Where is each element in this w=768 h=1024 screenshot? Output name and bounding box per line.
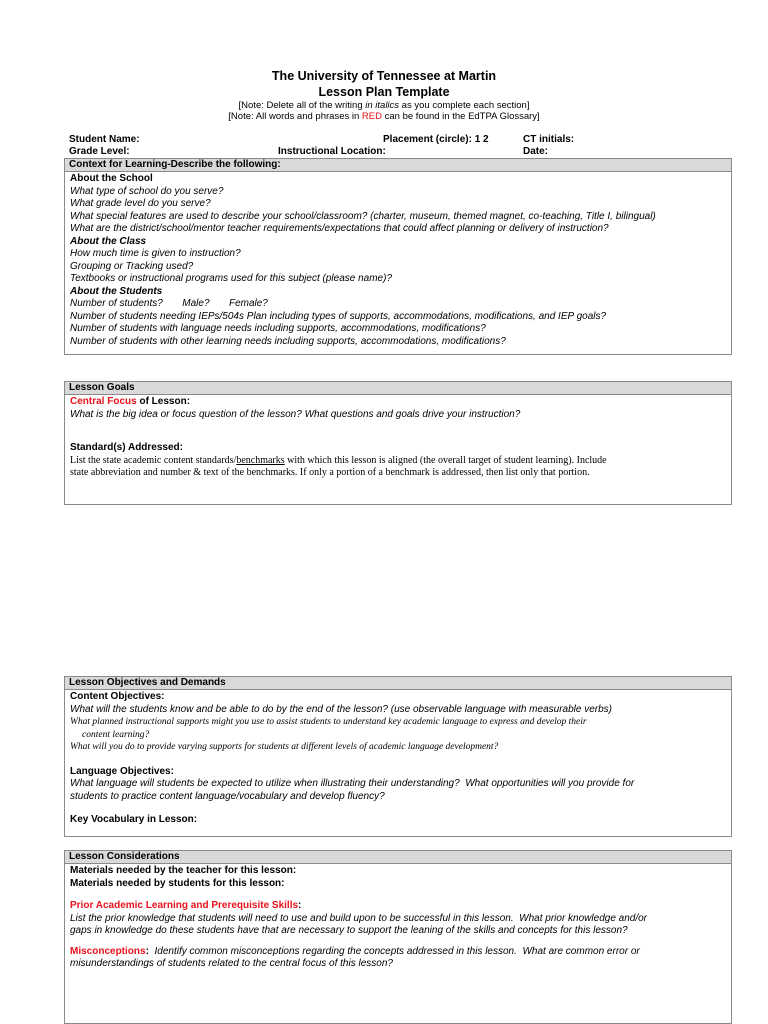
lesson-goals-header: Lesson Goals xyxy=(65,382,731,395)
students-question: Number of students? Male? Female? xyxy=(70,298,268,309)
language-objectives-heading: Language Objectives: xyxy=(70,765,174,777)
students-question: Number of students with language needs including supports, accommodations, modifications? xyxy=(70,323,486,334)
standards-heading: Standard(s) Addressed: xyxy=(70,442,183,453)
central-focus-label: Central Focus of Lesson: xyxy=(70,396,191,407)
student-name-label: Student Name: xyxy=(69,134,140,145)
central-focus-question: What is the big idea or focus question of the lesson? What questions and goals drive your instruction? xyxy=(70,408,521,420)
content-objectives-question: What will the students know and be able to do by the end of the lesson? (use observable language with measurable verbs) xyxy=(70,703,612,715)
language-objectives-question: students to practice content language/vocabulary and develop fluency? xyxy=(70,790,385,802)
standards-instructions: state abbreviation and number & text of the benchmarks. If only a portion of a benchmark is addressed, then list only that portion. xyxy=(70,467,590,478)
context-header: Context for Learning-Describe the following: xyxy=(65,159,731,172)
students-question: Number of students needing IEPs/504s Plan including types of supports, accommodations, modifications, and IEP goals? xyxy=(70,310,607,322)
materials-students-label: Materials needed by students for this lesson: xyxy=(70,877,285,889)
grade-level-label: Grade Level: xyxy=(69,146,130,157)
prior-learning-text: gaps in knowledge do these students have that are necessary to support the leaning of the skills and concepts for this lesson? xyxy=(70,925,628,936)
class-question: How much time is given to instruction? xyxy=(70,248,241,259)
context-section xyxy=(64,158,732,355)
considerations-section xyxy=(64,850,732,1024)
about-school-heading: About the School xyxy=(70,173,153,184)
note-italics: [Note: Delete all of the writing in italics as you complete each section] xyxy=(238,100,530,111)
university-name: The University of Tennessee at Martin xyxy=(271,69,497,83)
misconceptions-text: misunderstandings of students related to the central focus of this lesson? xyxy=(70,958,393,969)
school-question: What grade level do you serve? xyxy=(70,198,211,209)
content-objectives-heading: Content Objectives: xyxy=(70,691,165,702)
class-question: Grouping or Tracking used? xyxy=(70,260,194,272)
students-question: Number of students with other learning needs including supports, accommodations, modifications? xyxy=(70,335,506,347)
school-question: What type of school do you serve? xyxy=(70,185,224,197)
prior-learning-text: List the prior knowledge that students will need to use and build upon to be successful in this lesson. What prior knowledge and/or xyxy=(70,912,648,924)
key-vocabulary-heading: Key Vocabulary in Lesson: xyxy=(70,814,198,825)
prior-learning-heading: Prior Academic Learning and Prerequisite Skills: xyxy=(70,900,302,911)
school-question: What special features are used to describe your school/classroom? (charter, museum, themed magnet, co-teaching, Title I, bilingual) xyxy=(70,210,656,222)
document-title: Lesson Plan Template xyxy=(318,85,450,99)
objectives-section xyxy=(64,676,732,837)
language-objectives-question: What language will students be expected to utilize when illustrating their understanding? What opportunities will you provide for xyxy=(70,778,635,789)
note-red-glossary: [Note: All words and phrases in RED can be found in the EdTPA Glossary] xyxy=(228,111,540,122)
about-students-heading: About the Students xyxy=(70,285,163,297)
materials-teacher-label: Materials needed by the teacher for this lesson: xyxy=(70,865,297,876)
class-question: Textbooks or instructional programs used for this subject (please name)? xyxy=(70,273,393,284)
objectives-header: Lesson Objectives and Demands xyxy=(65,677,731,690)
content-objectives-question: What planned instructional supports might you use to assist students to understand key academic language to express and develop their xyxy=(70,717,587,727)
school-question: What are the district/school/mentor teacher requirements/expectations that could affect planning or delivery of instruction? xyxy=(70,223,609,234)
standards-instructions: List the state academic content standards/benchmarks with which this lesson is aligned (the overall target of student learning). Include xyxy=(70,454,607,466)
about-class-heading: About the Class xyxy=(70,235,147,247)
content-objectives-question: What will you do to provide varying supports for students at different levels of academic language development? xyxy=(70,742,499,752)
ct-initials-label: CT initials: xyxy=(523,134,575,145)
misconceptions-text: Misconceptions: Identify common misconceptions regarding the concepts addressed in this lesson. What are common error or xyxy=(70,945,640,957)
content-objectives-question: content learning? xyxy=(82,729,150,740)
instructional-location-label: Instructional Location: xyxy=(278,146,386,157)
considerations-header: Lesson Considerations xyxy=(65,851,731,864)
lesson-goals-section xyxy=(64,381,732,505)
placement-label: Placement (circle): 1 2 xyxy=(383,134,489,145)
date-label: Date: xyxy=(523,146,549,157)
